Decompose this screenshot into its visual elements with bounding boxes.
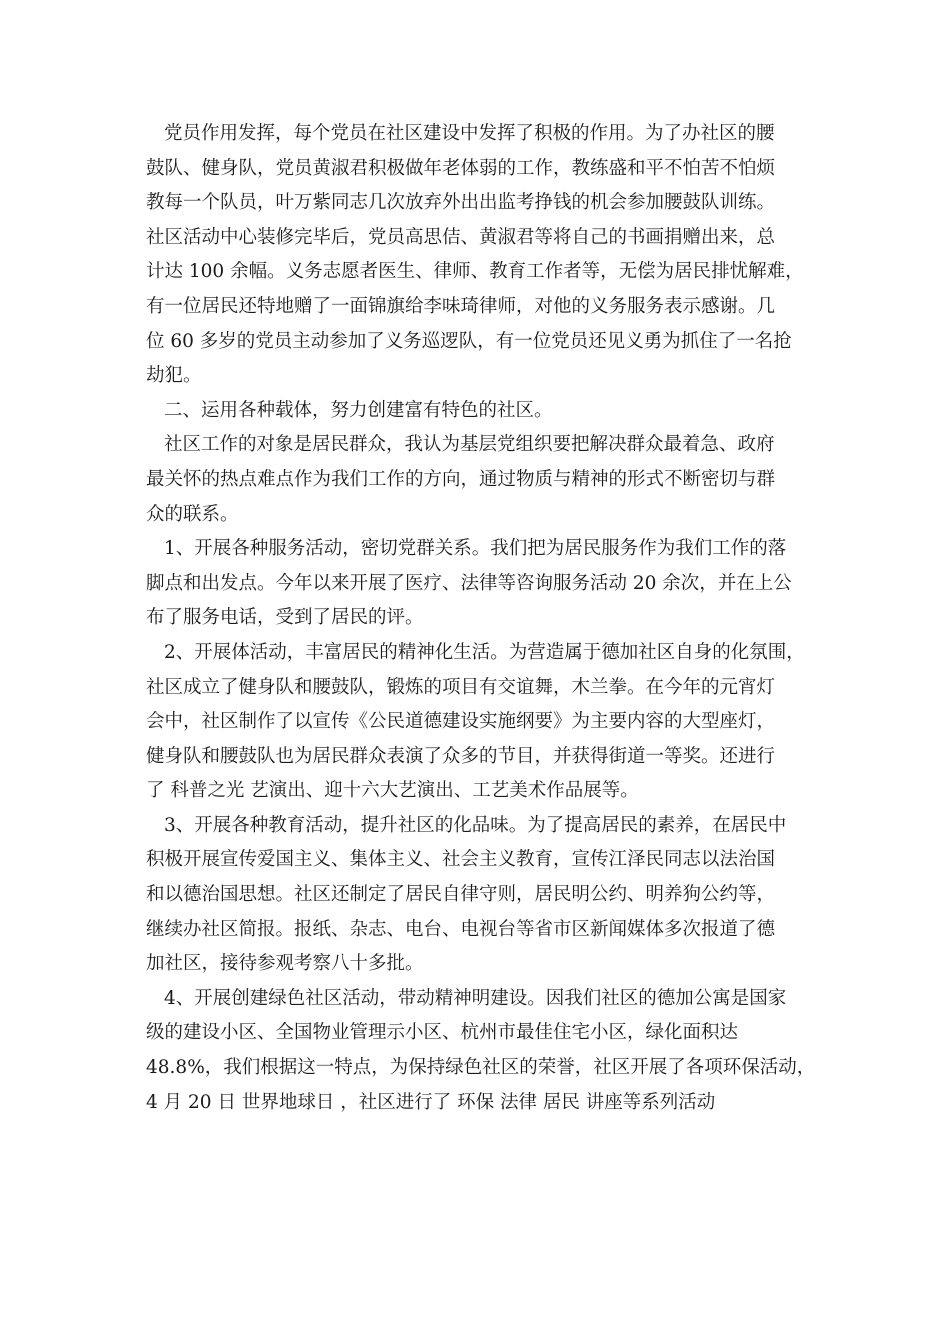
text-line: 社区工作的对象是居民群众，我认为基层党组织要把解决群众最着急、政府 [164,434,775,456]
text-line: 众的联系。 [146,503,239,525]
text-line: 有一位居民还特地赠了一面锦旗给李味琦律师，对他的义务服务表示感谢。几 [146,295,776,317]
text-line: 二、运用各种载体，努力创建富有特色的社区。 [164,399,553,421]
text-line: 计达 100 余幅。义务志愿者医生、律师、教育工作者等，无偿为居民排忧解难， [146,261,804,283]
text-line: 48.8%，我们根据这一特点，为保持绿色社区的荣誉，社区开展了各项环保活动， [146,1057,816,1079]
text-line: 会中，社区制作了以宣传《公民道德建设实施纲要》为主要内容的大型座灯， [146,711,776,733]
text-line: 3、开展各种教育活动，提升社区的化品味。为了提高居民的素养，在居民中 [164,814,787,836]
text-line: 健身队和腰鼓队也为居民群众表演了众多的节目，并获得街道一等奖。还进行 [146,745,776,767]
text-line: 党员作用发挥，每个党员在社区建设中发挥了积极的作用。为了办社区的腰 [164,123,775,144]
text-line: 教每一个队员，叶万紫同志几次放弃外出出监考挣钱的机会参加腰鼓队训练。 [146,192,776,214]
text-line: 脚点和出发点。今年以来开展了医疗、法律等咨询服务活动 20 余次，并在上公 [146,572,792,594]
text-line: 积极开展宣传爱国主义、集体主义、社会主义教育，宣传江泽民同志以法治国 [146,849,776,871]
text-line: 加社区，接待参观考察八十多批。 [146,953,424,975]
text-line: 了 科普之光 艺演出、迎十六大艺演出、工艺美术作品展等。 [146,780,639,802]
text-line: 位 60 多岁的党员主动参加了义务巡逻队，有一位党员还见义勇为抓住了一名抢 [146,330,792,352]
text-line: 最关怀的热点难点作为我们工作的方向，通过物质与精神的形式不断密切与群 [146,468,776,490]
text-line: 社区活动中心装修完毕后，党员高思佶、黄淑君等将自己的书画捐赠出来，总 [146,226,776,248]
text-line: 级的建设小区、全国物业管理示小区、杭州市最佳住宅小区，绿化面积达 [146,1022,739,1044]
text-line: 劫犯。 [146,365,202,387]
text-line: 鼓队、健身队，党员黄淑君积极做年老体弱的工作，教练盛和平不怕苦不怕烦 [146,157,776,179]
text-line: 1、开展各种服务活动，密切党群关系。我们把为居民服务作为我们工作的落 [164,538,787,560]
body-text [146,117,826,1120]
text-line: 继续办社区简报。报纸、杂志、电台、电视台等省市区新闻媒体多次报道了德 [146,918,776,940]
text-line: 2、开展体活动，丰富居民的精神化生活。为营造属于德加社区自身的化氛围， [164,641,805,663]
text-line: 社区成立了健身队和腰鼓队，锻炼的项目有交谊舞，木兰拳。在今年的元宵灯 [146,676,776,698]
text-line: 和以德治国思想。社区还制定了居民自律守则，居民明公约、明养狗公约等， [146,884,776,906]
text-line: 4、开展创建绿色社区活动，带动精神明建设。因我们社区的德加公寓是国家 [164,987,787,1009]
text-line: 布了服务电话，受到了居民的评。 [146,607,424,629]
text-line: 4 月 20 日 世界地球日 ，社区进行了 环保 法律 居民 讲座等系列活动 [146,1091,716,1113]
